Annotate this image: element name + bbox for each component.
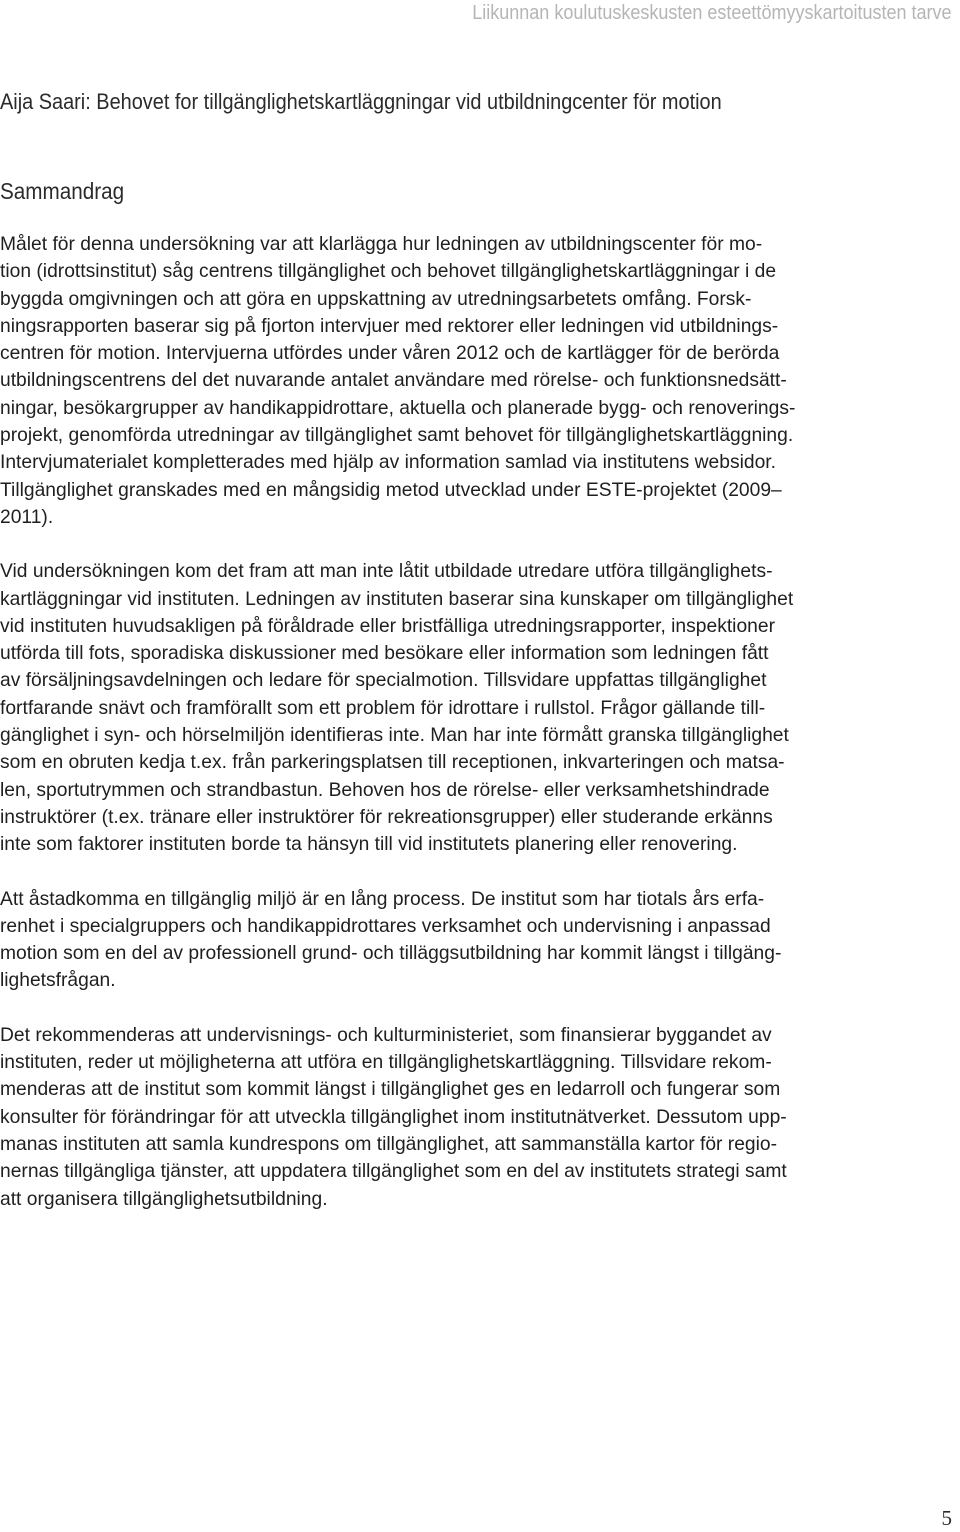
running-header: Liikunnan koulutuskeskusten esteettömyyskartoitusten tarve [472, 2, 952, 24]
text-line: Det rekommenderas att undervisnings- och kulturministeriet, som finansierar byggandet av [0, 1023, 772, 1046]
text-line: inte som faktorer instituten borde ta hänsyn till vid institutets planering eller renovering. [0, 833, 738, 856]
text-line: lighetsfrågan. [0, 969, 116, 992]
page-number: 5 [941, 1506, 952, 1530]
text-line: av försäljningsavdelningen och ledare för specialmotion. Tillsvidare uppfattas tillgänglighet [0, 669, 767, 692]
text-line: Vid undersökningen kom det fram att man inte låtit utbildade utredare utföra tillgänglighets- [0, 560, 773, 583]
text-line: Intervjumaterialet kompletterades med hjälp av information samlad via institutens websidor. [0, 451, 776, 474]
text-line: Att åstadkomma en tillgänglig miljö är en lång process. De institut som har tiotals års erfa- [0, 887, 765, 910]
text-line: len, sportutrymmen och strandbastun. Behoven hos de rörelse- eller verksamhetshindrade [0, 778, 770, 801]
text-line: manas instituten att samla kundrespons om tillgänglighet, att sammanställa kartor för regio- [0, 1132, 778, 1155]
text-line: kartläggningar vid instituten. Ledningen av instituten baserar sina kunskaper om tillgänglighet [0, 587, 794, 610]
body-text [0, 231, 960, 1240]
article-title: Aija Saari: Behovet for tillgänglighetskartläggningar vid utbildningcenter för motion [0, 89, 722, 114]
paragraph [0, 231, 960, 531]
text-line: ningar, besökargrupper av handikappidrottare, aktuella och planerade bygg- och renoverings- [0, 396, 796, 419]
text-line: centren för motion. Intervjuerna utfördes under våren 2012 och de kartlägger för de berörda [0, 342, 780, 365]
text-line: nernas tillgängliga tjänster, att uppdatera tillgänglighet som en del av institutets strategi samt [0, 1160, 787, 1183]
text-line: ningsrapporten baserar sig på fjorton intervjuer med rektorer eller ledningen vid utbildnings- [0, 314, 779, 337]
text-line: gänglighet i syn- och hörselmiljön identifieras inte. Man har inte förmått granska tillgänglighet [0, 724, 789, 747]
text-line: Tillgänglighet granskades med en mångsidig metod utvecklad under ESTE-projektet (2009– [0, 478, 782, 501]
text-line: fortfarande snävt och framförallt som ett problem för idrottare i rullstol. Frågor gällande till- [0, 696, 766, 719]
text-line: projekt, genomförda utredningar av tillgänglighet samt behovet för tillgänglighetskartläggning. [0, 424, 794, 447]
text-line: instituten, reder ut möjligheterna att utföra en tillgänglighetskartläggning. Tillsvidare rekom- [0, 1051, 772, 1074]
section-heading: Sammandrag [0, 178, 125, 204]
paragraph [0, 1022, 960, 1213]
paragraph [0, 886, 960, 995]
text-line: tion (idrottsinstitut) såg centrens tillgänglighet och behovet tillgänglighetskartläggningar i de [0, 260, 777, 283]
text-line: instruktörer (t.ex. tränare eller instruktörer för rekreationsgrupper) eller studerande erkänns [0, 805, 773, 828]
text-line: Målet för denna undersökning var att klarlägga hur ledningen av utbildningscenter för mo- [0, 233, 763, 255]
text-line: renhet i specialgruppers och handikappidrottares verksamhet och undervisning i anpassad [0, 914, 771, 937]
text-line: motion som en del av professionell grund- och tilläggsutbildning har kommit längst i tillgäng- [0, 942, 782, 965]
text-line: konsulter för förändringar för att utveckla tillgänglighet inom institutnätverket. Dessutom upp- [0, 1105, 787, 1128]
text-line: som en obruten kedja t.ex. från parkeringsplatsen till receptionen, inkvarteringen och matsa- [0, 751, 785, 774]
text-line: att organisera tillgänglighetsutbildning. [0, 1187, 328, 1210]
text-line: menderas att de institut som kommit längst i tillgänglighet ges en ledarroll och fungerar som [0, 1078, 781, 1101]
text-line: vid instituten huvudsakligen på föråldrade eller bristfälliga utredningsrapporter, inspektioner [0, 614, 776, 637]
text-line: 2011). [0, 505, 54, 528]
text-line: utbildningscentrens del det nuvarande antalet användare med rörelse- och funktionsnedsätt- [0, 369, 787, 392]
paragraph [0, 558, 960, 858]
text-line: byggda omgivningen och att göra en uppskattning av utredningsarbetets omfång. Forsk- [0, 287, 752, 310]
text-line: utförda till fots, sporadiska diskussioner med besökare eller information som ledningen fått [0, 642, 769, 665]
